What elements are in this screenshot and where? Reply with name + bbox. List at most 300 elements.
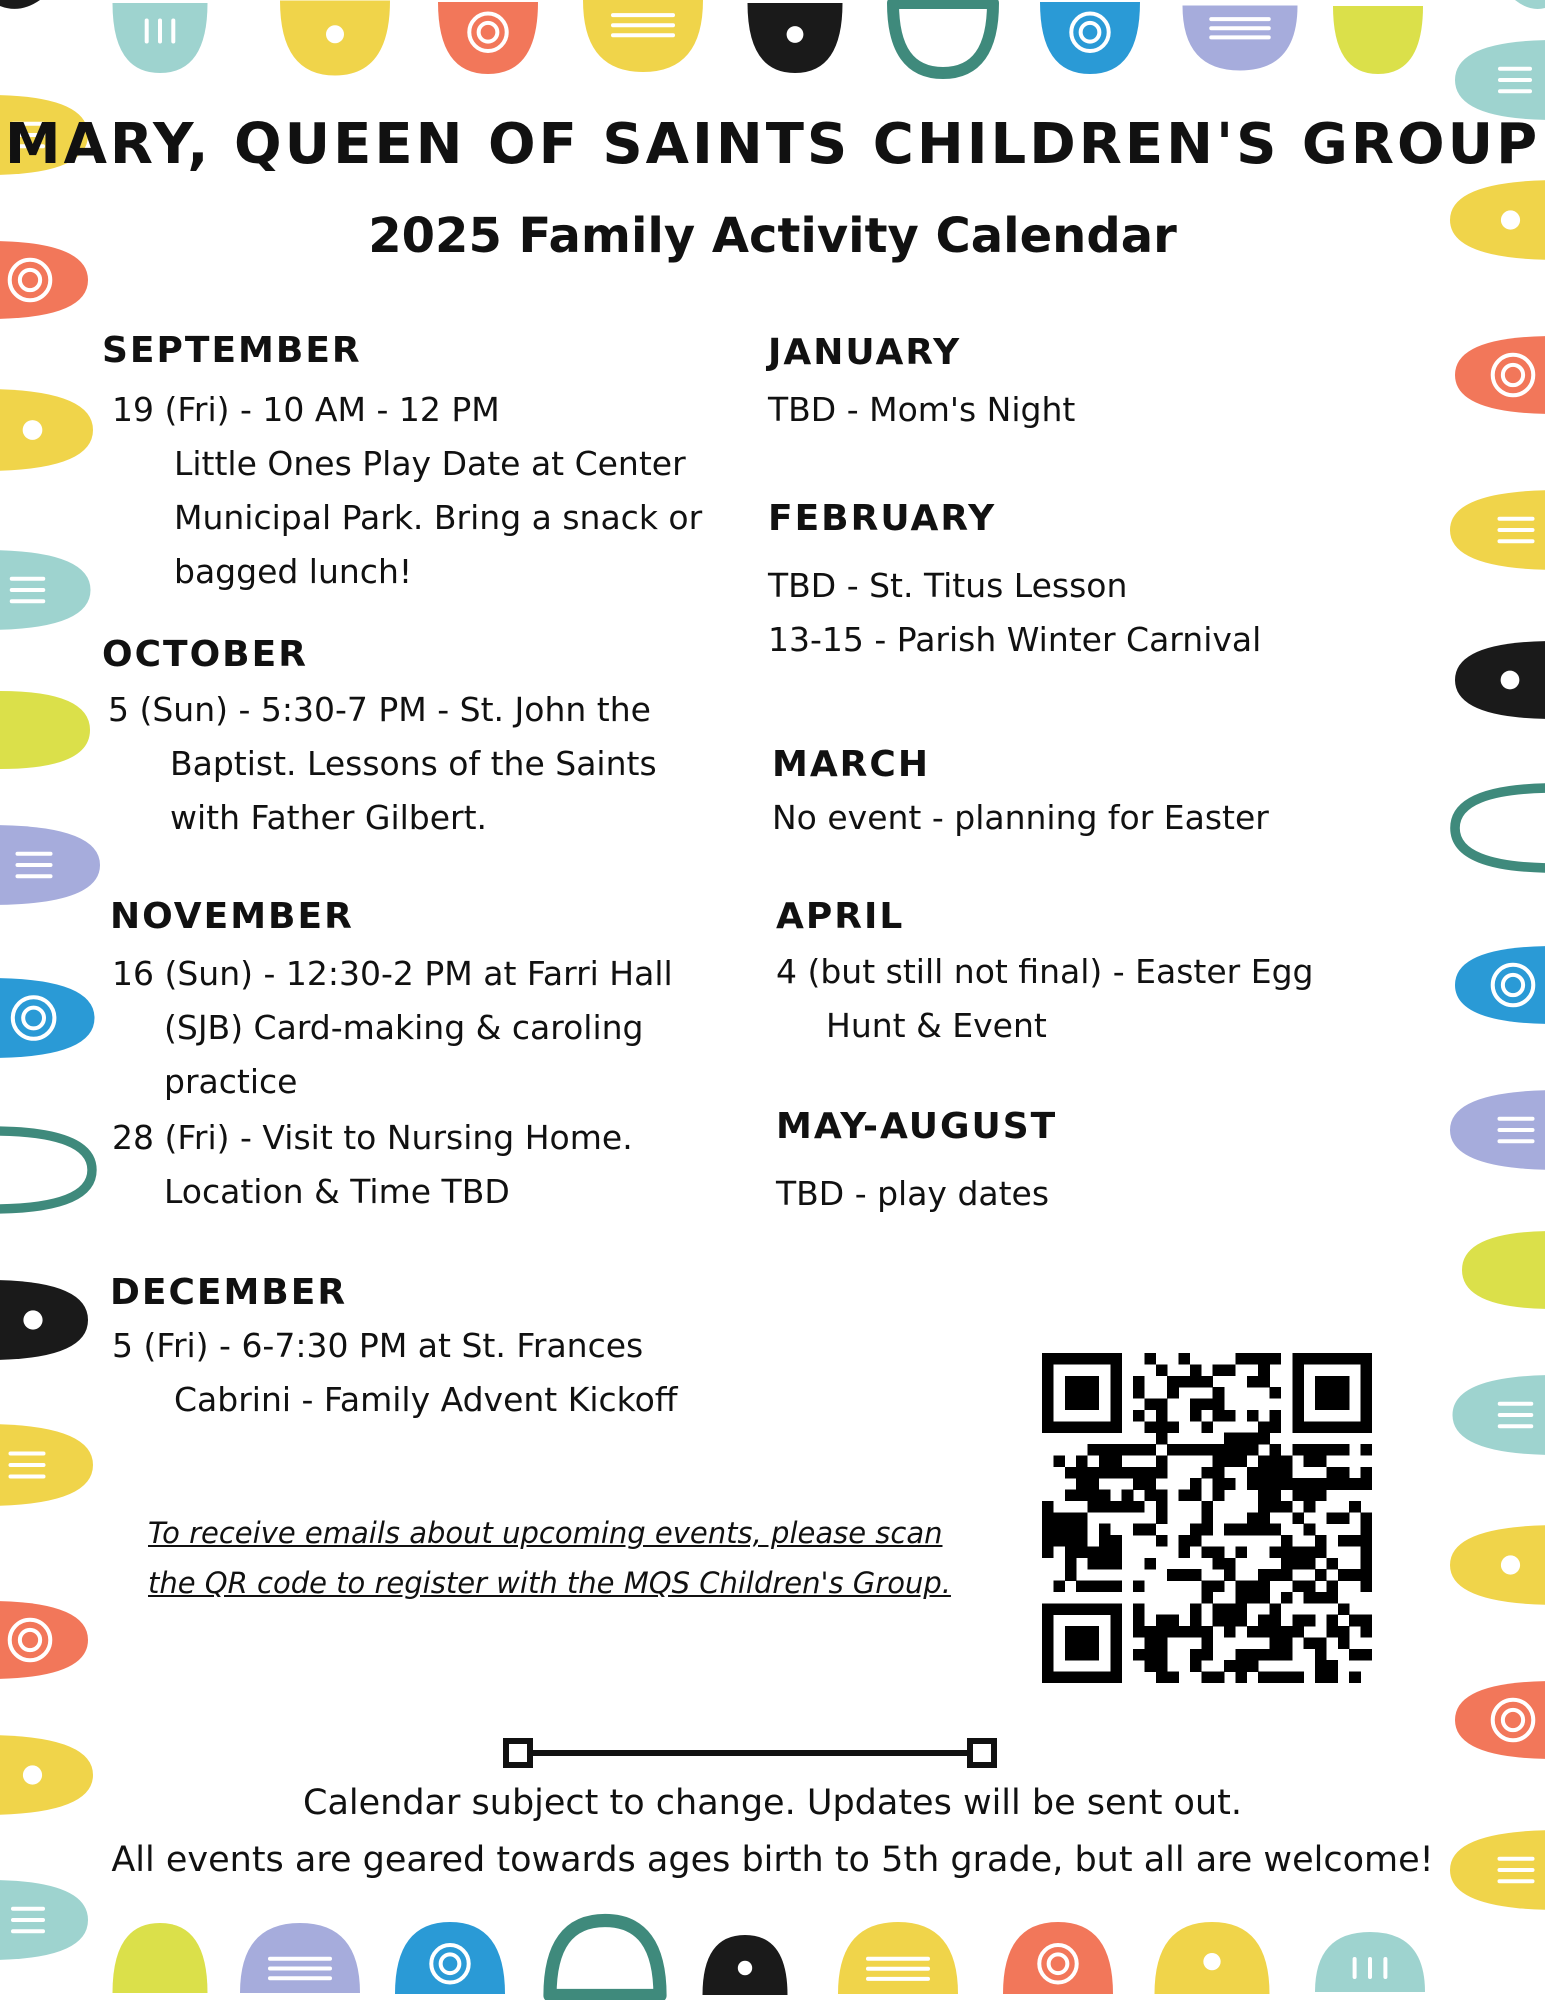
qr-module <box>1349 1569 1361 1581</box>
qr-module <box>1326 1478 1338 1490</box>
qr-module <box>1042 1603 1054 1615</box>
qr-module <box>1065 1399 1077 1411</box>
qr-module <box>1304 1455 1316 1467</box>
qr-module <box>1361 1353 1372 1365</box>
qr-module <box>1042 1649 1054 1661</box>
qr-module <box>1361 1512 1372 1524</box>
qr-module <box>1304 1501 1316 1513</box>
month-heading: FEBRUARY <box>768 498 997 539</box>
qr-module <box>1361 1421 1372 1433</box>
qr-module <box>1053 1672 1065 1683</box>
border-shape <box>0 825 100 905</box>
qr-module <box>1247 1353 1259 1365</box>
qr-module <box>1258 1490 1270 1502</box>
qr-module <box>1213 1455 1225 1467</box>
qr-module <box>1144 1399 1156 1411</box>
qr-module <box>1042 1387 1054 1399</box>
qr-module <box>1213 1615 1225 1627</box>
qr-module <box>1338 1467 1350 1479</box>
qr-module <box>1144 1649 1156 1661</box>
qr-module <box>1235 1660 1247 1672</box>
event-line: 5 (Sun) - 5:30-7 PM - St. John the <box>108 690 651 729</box>
border-shape <box>0 1880 88 1960</box>
qr-module <box>1099 1558 1111 1570</box>
qr-module <box>1326 1421 1338 1433</box>
qr-module <box>1076 1399 1088 1411</box>
qr-module <box>1042 1410 1054 1422</box>
month-heading: MAY-AUGUST <box>776 1106 1058 1147</box>
qr-module <box>1224 1603 1236 1615</box>
qr-module <box>1326 1353 1338 1365</box>
qr-module <box>1201 1501 1213 1513</box>
qr-module <box>1281 1637 1293 1649</box>
qr-module <box>1190 1410 1202 1422</box>
qr-module <box>1247 1376 1259 1388</box>
qr-module <box>1213 1603 1225 1615</box>
qr-module <box>1326 1626 1338 1638</box>
qr-module <box>1270 1444 1282 1456</box>
qr-module <box>1349 1615 1361 1627</box>
qr-module <box>1099 1546 1111 1558</box>
qr-module <box>1338 1626 1350 1638</box>
border-shape <box>0 389 93 471</box>
qr-module <box>1088 1353 1100 1365</box>
qr-module <box>1110 1637 1122 1649</box>
qr-module <box>1258 1501 1270 1513</box>
qr-module <box>1088 1478 1100 1490</box>
qr-module <box>1179 1535 1191 1547</box>
qr-module <box>1292 1581 1304 1593</box>
qr-module <box>1338 1478 1350 1490</box>
qr-module <box>1270 1649 1282 1661</box>
month-heading: NOVEMBER <box>110 896 354 937</box>
border-shape <box>0 550 91 630</box>
border-shape <box>1455 336 1545 414</box>
qr-module <box>1201 1444 1213 1456</box>
qr-module <box>1167 1444 1179 1456</box>
qr-module <box>1292 1387 1304 1399</box>
qr-module <box>1088 1376 1100 1388</box>
qr-module <box>1201 1672 1213 1683</box>
qr-module <box>1110 1546 1122 1558</box>
qr-module <box>1088 1399 1100 1411</box>
registration-note-line1: To receive emails about upcoming events, please scan <box>148 1516 943 1550</box>
qr-module <box>1133 1478 1145 1490</box>
qr-module <box>1201 1649 1213 1661</box>
qr-module <box>1110 1626 1122 1638</box>
event-line: TBD - Mom's Night <box>768 390 1076 429</box>
month-heading: MARCH <box>772 744 930 785</box>
qr-module <box>1338 1603 1350 1615</box>
qr-module <box>1315 1660 1327 1672</box>
qr-module <box>1076 1455 1088 1467</box>
page-subtitle: 2025 Family Activity Calendar <box>368 208 1177 264</box>
border-shape <box>1455 40 1545 120</box>
border-shape <box>1450 1525 1545 1605</box>
qr-module <box>1349 1501 1361 1513</box>
qr-module <box>1110 1581 1122 1593</box>
qr-module <box>1110 1353 1122 1365</box>
border-shape <box>1183 6 1298 71</box>
qr-module <box>1179 1546 1191 1558</box>
qr-module <box>1304 1421 1316 1433</box>
qr-module <box>1235 1592 1247 1604</box>
qr-module <box>1281 1478 1293 1490</box>
border-shape <box>1155 1922 1270 1994</box>
month-heading: SEPTEMBER <box>102 330 362 371</box>
qr-module <box>1088 1467 1100 1479</box>
qr-module <box>1281 1467 1293 1479</box>
qr-module <box>1361 1615 1372 1627</box>
event-line: TBD - St. Titus Lesson <box>768 566 1128 605</box>
qr-module <box>1099 1581 1111 1593</box>
qr-module <box>1292 1626 1304 1638</box>
qr-module <box>1270 1603 1282 1615</box>
qr-module <box>1179 1444 1191 1456</box>
qr-module <box>1224 1626 1236 1638</box>
qr-module <box>1281 1558 1293 1570</box>
qr-module <box>1281 1455 1293 1467</box>
qr-module <box>1361 1581 1372 1593</box>
qr-module <box>1304 1444 1316 1456</box>
qr-module <box>1326 1444 1338 1456</box>
event-line: 5 (Fri) - 6-7:30 PM at St. Frances <box>112 1326 644 1365</box>
qr-module <box>1179 1376 1191 1388</box>
qr-module <box>1201 1626 1213 1638</box>
qr-module <box>1326 1592 1338 1604</box>
qr-module <box>1167 1626 1179 1638</box>
border-shape <box>240 1923 360 1993</box>
qr-module <box>1042 1546 1054 1558</box>
qr-module <box>1213 1558 1225 1570</box>
qr-module <box>1304 1615 1316 1627</box>
qr-module <box>1156 1660 1168 1672</box>
qr-module <box>1213 1399 1225 1411</box>
qr-module <box>1144 1524 1156 1536</box>
qr-module <box>1122 1501 1134 1513</box>
qr-module <box>1292 1444 1304 1456</box>
qr-module <box>1156 1399 1168 1411</box>
footer-line-1: Calendar subject to change. Updates will be sent out. <box>303 1783 1242 1823</box>
qr-module <box>1349 1353 1361 1365</box>
qr-module <box>1133 1387 1145 1399</box>
qr-module <box>1156 1672 1168 1683</box>
border-shape <box>1455 946 1545 1024</box>
qr-module <box>1213 1364 1225 1376</box>
qr-module <box>1247 1649 1259 1661</box>
footer-line-2: All events are geared towards ages birth to 5th grade, but all are welcome! <box>111 1840 1434 1880</box>
qr-module <box>1179 1353 1191 1365</box>
qr-module <box>1156 1501 1168 1513</box>
qr-module <box>1361 1444 1372 1456</box>
qr-module <box>1201 1637 1213 1649</box>
border-shape <box>1333 6 1423 74</box>
qr-module <box>1304 1592 1316 1604</box>
qr-module <box>1088 1672 1100 1683</box>
event-line: No event - planning for Easter <box>772 798 1269 837</box>
qr-module <box>1315 1569 1327 1581</box>
qr-module <box>1270 1410 1282 1422</box>
qr-module <box>1281 1626 1293 1638</box>
qr-module <box>1235 1433 1247 1445</box>
qr-module <box>1270 1455 1282 1467</box>
qr-module <box>1122 1467 1134 1479</box>
qr-module <box>1088 1626 1100 1638</box>
qr-module <box>1065 1421 1077 1433</box>
qr-module <box>1133 1524 1145 1536</box>
qr-module <box>1144 1467 1156 1479</box>
border-shape <box>280 1 390 76</box>
qr-module <box>1042 1524 1054 1536</box>
qr-module <box>1270 1490 1282 1502</box>
qr-module <box>1201 1376 1213 1388</box>
qr-module <box>1099 1353 1111 1365</box>
qr-module <box>1281 1672 1293 1683</box>
qr-module <box>1258 1364 1270 1376</box>
qr-module <box>1361 1535 1372 1547</box>
qr-module <box>1315 1672 1327 1683</box>
qr-module <box>1235 1524 1247 1536</box>
qr-module <box>1338 1353 1350 1365</box>
qr-module <box>1144 1490 1156 1502</box>
qr-module <box>1270 1626 1282 1638</box>
qr-module <box>1304 1490 1316 1502</box>
qr-module <box>1201 1467 1213 1479</box>
qr-module <box>1235 1353 1247 1365</box>
qr-module <box>1110 1387 1122 1399</box>
qr-module <box>1076 1467 1088 1479</box>
qr-module <box>1201 1512 1213 1524</box>
qr-module <box>1156 1433 1168 1445</box>
qr-module <box>1349 1672 1361 1683</box>
qr-module <box>1156 1467 1168 1479</box>
qr-module <box>1315 1353 1327 1365</box>
qr-module <box>1088 1490 1100 1502</box>
qr-module <box>1224 1524 1236 1536</box>
qr-module <box>1110 1660 1122 1672</box>
qr-module <box>1315 1490 1327 1502</box>
qr-module <box>1315 1535 1327 1547</box>
event-line: Hunt & Event <box>826 1006 1047 1045</box>
qr-module <box>1099 1467 1111 1479</box>
qr-module <box>1190 1524 1202 1536</box>
qr-module <box>1076 1421 1088 1433</box>
month-heading: APRIL <box>776 896 905 937</box>
qr-module <box>1258 1353 1270 1365</box>
qr-module <box>1110 1672 1122 1683</box>
qr-module <box>1326 1467 1338 1479</box>
qr-module <box>1224 1410 1236 1422</box>
qr-module <box>1088 1637 1100 1649</box>
qr-module <box>1292 1410 1304 1422</box>
qr-module <box>1304 1353 1316 1365</box>
qr-module <box>1042 1637 1054 1649</box>
qr-module <box>1338 1569 1350 1581</box>
qr-module <box>1281 1569 1293 1581</box>
qr-module <box>1133 1649 1145 1661</box>
qr-module <box>1213 1410 1225 1422</box>
qr-module <box>1326 1660 1338 1672</box>
qr-module <box>1235 1444 1247 1456</box>
qr-module <box>1156 1615 1168 1627</box>
qr-module <box>1338 1399 1350 1411</box>
qr-code[interactable] <box>1042 1353 1372 1683</box>
qr-module <box>1304 1558 1316 1570</box>
qr-module <box>1361 1467 1372 1479</box>
qr-module <box>1144 1353 1156 1365</box>
qr-module <box>1338 1376 1350 1388</box>
qr-module <box>1167 1387 1179 1399</box>
qr-module <box>1338 1444 1350 1456</box>
qr-module <box>1190 1364 1202 1376</box>
qr-module <box>1270 1467 1282 1479</box>
qr-module <box>1156 1455 1168 1467</box>
qr-module <box>1133 1603 1145 1615</box>
qr-module <box>1110 1455 1122 1467</box>
qr-module <box>1156 1490 1168 1502</box>
event-line: bagged lunch! <box>174 552 413 591</box>
qr-module <box>1361 1364 1372 1376</box>
qr-module <box>1247 1592 1259 1604</box>
qr-module <box>1042 1421 1054 1433</box>
qr-module <box>1304 1546 1316 1558</box>
border-shape <box>1453 1375 1545 1455</box>
qr-module <box>1042 1660 1054 1672</box>
qr-module <box>1270 1546 1282 1558</box>
qr-module <box>1281 1501 1293 1513</box>
qr-module <box>1088 1649 1100 1661</box>
qr-module <box>1315 1376 1327 1388</box>
qr-module <box>1213 1467 1225 1479</box>
qr-module <box>1110 1410 1122 1422</box>
qr-module <box>1258 1433 1270 1445</box>
qr-module <box>1338 1512 1350 1524</box>
qr-module <box>1065 1353 1077 1365</box>
qr-module <box>1338 1387 1350 1399</box>
qr-module <box>1042 1672 1054 1683</box>
event-line: 4 (but still not final) - Easter Egg <box>776 952 1314 991</box>
border-shape <box>1462 1231 1545 1309</box>
qr-module <box>1065 1535 1077 1547</box>
qr-module <box>1338 1535 1350 1547</box>
qr-module <box>1065 1569 1077 1581</box>
event-line: with Father Gilbert. <box>170 798 488 837</box>
qr-module <box>1326 1387 1338 1399</box>
qr-module <box>1076 1478 1088 1490</box>
qr-module <box>1304 1524 1316 1536</box>
qr-module <box>1326 1399 1338 1411</box>
qr-module <box>1065 1524 1077 1536</box>
qr-module <box>1292 1376 1304 1388</box>
qr-module <box>1315 1455 1327 1467</box>
qr-module <box>1156 1535 1168 1547</box>
qr-module <box>1076 1376 1088 1388</box>
qr-module <box>1247 1512 1259 1524</box>
qr-module <box>1099 1421 1111 1433</box>
qr-module <box>1270 1478 1282 1490</box>
qr-module <box>1167 1421 1179 1433</box>
qr-module <box>1190 1569 1202 1581</box>
qr-module <box>1315 1399 1327 1411</box>
divider-line <box>500 1738 1000 1768</box>
qr-module <box>1292 1364 1304 1376</box>
qr-module <box>1167 1376 1179 1388</box>
qr-module <box>1258 1592 1270 1604</box>
qr-module <box>1053 1455 1065 1467</box>
qr-module <box>1213 1672 1225 1683</box>
qr-module <box>1213 1387 1225 1399</box>
qr-module <box>1133 1501 1145 1513</box>
qr-module <box>1110 1444 1122 1456</box>
qr-module <box>1088 1501 1100 1513</box>
qr-module <box>1349 1649 1361 1661</box>
event-line: (SJB) Card-making & caroling <box>164 1008 644 1047</box>
qr-module <box>1144 1660 1156 1672</box>
qr-module <box>1190 1603 1202 1615</box>
qr-module <box>1053 1535 1065 1547</box>
qr-module <box>1326 1672 1338 1683</box>
border-shape <box>1455 788 1545 868</box>
qr-module <box>1235 1603 1247 1615</box>
qr-module <box>1088 1603 1100 1615</box>
qr-module <box>1144 1444 1156 1456</box>
qr-module <box>1065 1626 1077 1638</box>
qr-module <box>1361 1569 1372 1581</box>
qr-module <box>1315 1637 1327 1649</box>
qr-module <box>1110 1535 1122 1547</box>
qr-module <box>1133 1410 1145 1422</box>
event-line: 16 (Sun) - 12:30-2 PM at Farri Hall <box>112 954 673 993</box>
border-shape <box>703 1935 788 1995</box>
qr-module <box>1190 1376 1202 1388</box>
qr-module <box>1292 1353 1304 1365</box>
qr-module <box>1270 1672 1282 1683</box>
event-line: Baptist. Lessons of the Saints <box>170 744 657 783</box>
event-line: 19 (Fri) - 10 AM - 12 PM <box>112 390 500 429</box>
border-shape <box>0 978 95 1058</box>
qr-module <box>1258 1467 1270 1479</box>
event-line: 28 (Fri) - Visit to Nursing Home. <box>112 1118 633 1157</box>
qr-module <box>1292 1421 1304 1433</box>
qr-module <box>1053 1421 1065 1433</box>
qr-module <box>1235 1672 1247 1683</box>
qr-module <box>1247 1444 1259 1456</box>
qr-module <box>1099 1603 1111 1615</box>
qr-module <box>1042 1615 1054 1627</box>
qr-module <box>1258 1672 1270 1683</box>
border-shape <box>748 3 843 73</box>
qr-module <box>1270 1569 1282 1581</box>
qr-module <box>1042 1364 1054 1376</box>
qr-module <box>1110 1615 1122 1627</box>
qr-module <box>1258 1376 1270 1388</box>
border-shape <box>438 2 538 74</box>
qr-module <box>1076 1603 1088 1615</box>
qr-module <box>1042 1399 1054 1411</box>
qr-module <box>1088 1581 1100 1593</box>
qr-module <box>1213 1490 1225 1502</box>
qr-module <box>1213 1444 1225 1456</box>
qr-module <box>1099 1490 1111 1502</box>
qr-module <box>1144 1478 1156 1490</box>
qr-module <box>1258 1615 1270 1627</box>
qr-module <box>1361 1626 1372 1638</box>
qr-module <box>1315 1546 1327 1558</box>
qr-module <box>1076 1512 1088 1524</box>
qr-module <box>1258 1421 1270 1433</box>
event-line: TBD - play dates <box>776 1174 1050 1213</box>
qr-module <box>1133 1444 1145 1456</box>
